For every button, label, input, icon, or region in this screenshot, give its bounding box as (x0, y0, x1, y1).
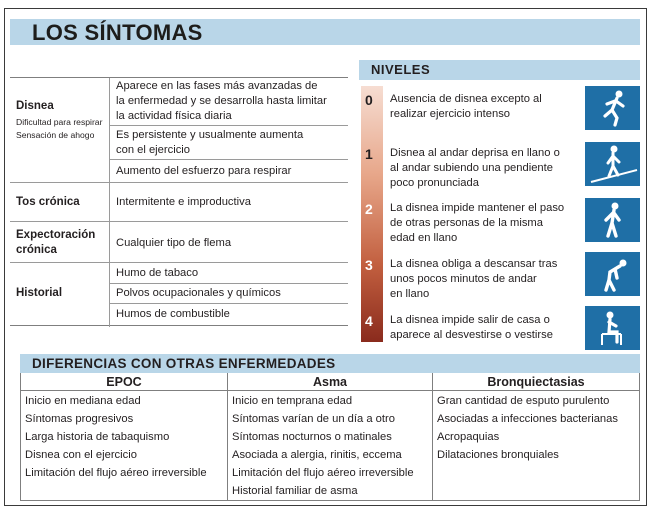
symptom-label: Tos crónica (16, 196, 80, 208)
page-title: LOS SÍNTOMAS (32, 20, 203, 45)
list-item: Síntomas progresivos (25, 413, 134, 425)
walking-uphill-icon (585, 142, 640, 186)
differences-title: DIFERENCIAS CON OTRAS ENFERMEDADES (32, 356, 336, 371)
column-header: EPOC (106, 375, 142, 389)
column-asma (227, 373, 432, 501)
list-item: Síntomas nocturnos o matinales (232, 431, 392, 443)
symptom-label: Historial (16, 287, 63, 299)
symptom-detail: Es persistente y usualmente aumenta con el ejercicio (110, 125, 348, 159)
column-bronquiectasias (432, 373, 639, 501)
list-item: Asociadas a infecciones bacterianas (437, 413, 618, 425)
level-number: 1 (365, 146, 373, 162)
level-description: La disnea obliga a descansar tras unos pocos minutos de andar en llano (390, 258, 558, 300)
level-description: Disnea al andar deprisa en llano o al andar subiendo una pendiente poco pronunciada (390, 147, 560, 189)
symptom-sublabel: Dificultad para respirar (16, 117, 103, 127)
level-number: 0 (365, 92, 373, 108)
list-item: Inicio en mediana edad (25, 395, 141, 407)
list-item: Historial familiar de asma (232, 485, 358, 497)
list-item: Disnea con el ejercicio (25, 449, 137, 461)
symptom-detail: Intermitente e improductiva (116, 196, 251, 208)
list-item: Larga historia de tabaquismo (25, 431, 170, 443)
symptom-detail: Humos de combustible (110, 303, 348, 327)
level-description: Ausencia de disnea excepto al realizar ejercicio intenso (390, 93, 542, 120)
level-number: 4 (365, 313, 373, 329)
differences-header (20, 354, 640, 373)
list-item: Síntomas varían de un día a otro (232, 413, 395, 425)
list-item: Dilataciones bronquiales (437, 449, 559, 461)
level-number: 3 (365, 257, 373, 273)
symptom-row-historial (10, 263, 348, 327)
list-item: Gran cantidad de esputo purulento (437, 395, 610, 407)
symptom-label: Disnea (16, 100, 54, 112)
symptom-detail: Humo de tabaco (116, 267, 199, 279)
bent-over-person-icon (585, 252, 640, 296)
symptom-label: Expectoración crónica (16, 229, 96, 256)
level-number: 2 (365, 201, 373, 217)
symptom-detail: Aparece en las fases más avanzadas de la enfermedad y se desarrolla hasta limitar la actividad física diaria (116, 80, 327, 122)
symptom-detail: Aumento del esfuerzo para respirar (110, 159, 348, 183)
symptom-row-disnea (10, 78, 348, 183)
symptom-detail: Cualquier tipo de flema (116, 237, 232, 249)
title-bar (10, 19, 640, 45)
slow-walking-person-icon (585, 198, 640, 242)
symptoms-table (10, 77, 348, 326)
differences-table (20, 373, 640, 501)
list-item: Limitación del flujo aéreo irreversible (232, 467, 414, 479)
list-item: Acropaquias (437, 431, 500, 443)
levels-title: NIVELES (371, 62, 431, 77)
level-description: La disnea impide mantener el paso de otras personas de la misma edad en llano (390, 202, 565, 244)
column-epoc (21, 373, 227, 501)
symptom-row-expectoracion (10, 222, 348, 263)
column-header: Bronquiectasias (487, 375, 585, 389)
symptom-sublabel: Sensación de ahogo (16, 130, 95, 140)
list-item: Asociada a alergia, rinitis, eccema (232, 449, 402, 461)
level-description: La disnea impide salir de casa o aparece al desvestirse o vestirse (390, 314, 553, 341)
symptom-detail: Polvos ocupacionales y químicos (110, 283, 348, 303)
list-item: Inicio en temprana edad (232, 395, 353, 407)
symptom-row-tos (10, 183, 348, 222)
levels-header (359, 60, 640, 80)
running-person-icon (585, 86, 640, 130)
column-header: Asma (312, 375, 348, 389)
list-item: Limitación del flujo aéreo irreversible (25, 467, 207, 479)
seated-person-icon (585, 306, 640, 350)
